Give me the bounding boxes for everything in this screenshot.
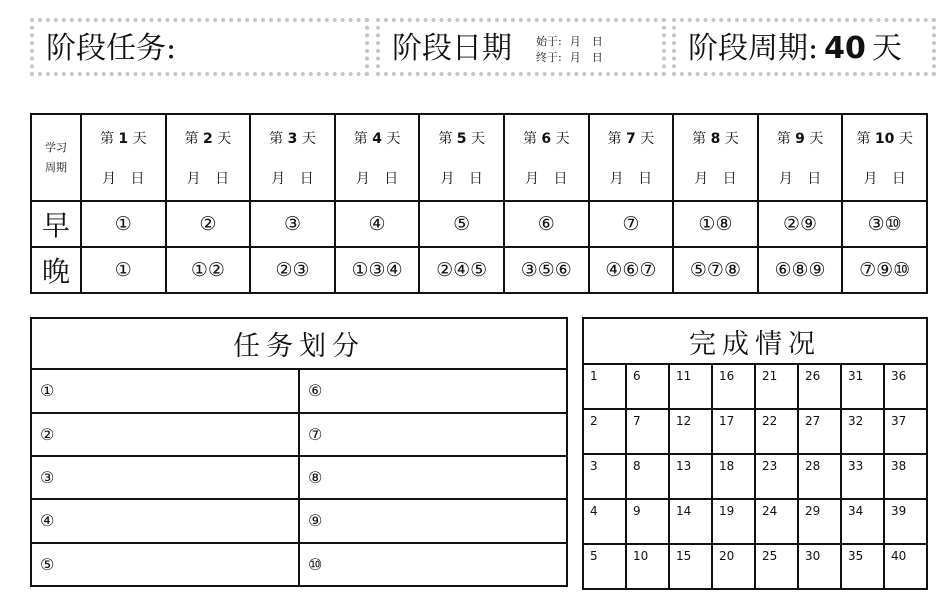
completion-row (583, 409, 927, 454)
completion-day-cell[interactable]: 17 (712, 409, 755, 454)
morning-cell: ④ (335, 201, 420, 247)
completion-day-cell[interactable]: 23 (755, 454, 798, 499)
evening-cell: ②④⑤ (419, 247, 504, 293)
date-range (536, 34, 603, 66)
completion-day-cell[interactable]: 29 (798, 499, 841, 544)
stage-period-box (672, 18, 936, 76)
day-header (419, 114, 504, 201)
completion-day-cell[interactable]: 13 (669, 454, 712, 499)
schedule-header-row (31, 114, 927, 201)
completion-row (583, 499, 927, 544)
completion-day-cell[interactable]: 25 (755, 544, 798, 589)
day-number: 1 (118, 130, 129, 147)
day-suffix: 天 (132, 130, 147, 147)
period-label: 阶段周期: (688, 31, 819, 66)
day-header (504, 114, 589, 201)
completion-day-cell[interactable]: 4 (583, 499, 626, 544)
completion-day-cell[interactable]: 7 (626, 409, 669, 454)
day-number: 2 (203, 130, 213, 147)
morning-label: 早 (31, 201, 81, 247)
task-item[interactable]: ④ (31, 499, 299, 542)
completion-day-cell[interactable]: 38 (884, 454, 927, 499)
day-number: 10 (874, 130, 895, 147)
completion-day-cell[interactable]: 27 (798, 409, 841, 454)
completion-day-cell[interactable]: 20 (712, 544, 755, 589)
completion-row (583, 454, 927, 499)
day-month-day: 月 日 (863, 170, 906, 187)
evening-cell: ① (81, 247, 166, 293)
completion-day-cell[interactable]: 28 (798, 454, 841, 499)
completion-day-cell[interactable]: 14 (669, 499, 712, 544)
completion-day-cell[interactable]: 11 (669, 364, 712, 409)
day-suffix: 天 (555, 130, 570, 147)
task-item[interactable]: ① (31, 369, 299, 412)
completion-day-cell[interactable]: 39 (884, 499, 927, 544)
task-item[interactable]: ② (31, 413, 299, 456)
completion-day-cell[interactable]: 10 (626, 544, 669, 589)
completion-day-cell[interactable]: 2 (583, 409, 626, 454)
day-prefix: 第 (184, 130, 199, 147)
day-label (336, 128, 419, 148)
day-number: 3 (287, 130, 298, 147)
stage-date-box (376, 18, 666, 76)
evening-row (31, 247, 927, 293)
morning-cell: ① (81, 201, 166, 247)
task-row (31, 543, 567, 586)
task-item[interactable]: ⑩ (299, 543, 567, 586)
completion-day-cell[interactable]: 34 (841, 499, 884, 544)
day-prefix: 第 (269, 130, 284, 147)
study-schedule-table (30, 113, 928, 294)
morning-cell: ② (166, 201, 251, 247)
completion-day-cell[interactable]: 12 (669, 409, 712, 454)
day-label (420, 128, 503, 148)
stage-period-label (688, 32, 902, 66)
study-period-corner (31, 114, 81, 201)
day-header (842, 114, 927, 201)
completion-day-cell[interactable]: 21 (755, 364, 798, 409)
corner-top: 学习 (45, 140, 67, 154)
task-item[interactable]: ⑤ (31, 543, 299, 586)
task-row (31, 499, 567, 542)
task-division-title-row (31, 318, 567, 369)
evening-cell: ⑥⑧⑨ (758, 247, 843, 293)
day-month-day: 月 日 (186, 170, 230, 187)
morning-cell: ⑤ (419, 201, 504, 247)
day-prefix: 第 (438, 130, 453, 147)
morning-cell: ③ (250, 201, 335, 247)
end-date-line (536, 50, 603, 66)
completion-row (583, 364, 927, 409)
day-header (758, 114, 843, 201)
day-label (167, 128, 250, 148)
completion-day-cell[interactable]: 9 (626, 499, 669, 544)
day-number: 4 (372, 130, 382, 147)
completion-day-cell[interactable]: 24 (755, 499, 798, 544)
morning-cell: ③⑩ (842, 201, 927, 247)
task-row (31, 369, 567, 412)
day-suffix: 天 (301, 130, 316, 147)
day-month-day: 月 日 (778, 170, 822, 187)
completion-day-cell[interactable]: 36 (884, 364, 927, 409)
day-month-day: 月 日 (609, 170, 653, 187)
start-label: 始于: (536, 35, 562, 48)
completion-day-cell[interactable]: 37 (884, 409, 927, 454)
completion-day-cell[interactable]: 16 (712, 364, 755, 409)
day-header (250, 114, 335, 201)
morning-row (31, 201, 927, 247)
completion-day-cell[interactable]: 3 (583, 454, 626, 499)
evening-cell: ⑤⑦⑧ (673, 247, 758, 293)
period-value: 40 (824, 31, 866, 66)
day-month-day: 月 日 (355, 170, 399, 187)
completion-day-cell[interactable]: 1 (583, 364, 626, 409)
evening-label: 晚 (31, 247, 81, 293)
task-item[interactable]: ⑧ (299, 456, 567, 499)
evening-cell: ⑦⑨⑩ (842, 247, 927, 293)
completion-day-cell[interactable]: 40 (884, 544, 927, 589)
day-header (166, 114, 251, 201)
completion-day-cell[interactable]: 18 (712, 454, 755, 499)
day-label (82, 128, 165, 148)
start-month-day: 月 日 (569, 35, 603, 48)
day-label (251, 128, 334, 148)
stage-date-label: 阶段日期 (392, 31, 512, 66)
completion-day-cell[interactable]: 15 (669, 544, 712, 589)
day-month-day: 月 日 (694, 170, 737, 187)
evening-cell: ②③ (250, 247, 335, 293)
day-number: 6 (541, 130, 552, 147)
day-month-day: 月 日 (102, 170, 145, 187)
completion-day-cell[interactable]: 26 (798, 364, 841, 409)
completion-day-cell[interactable]: 6 (626, 364, 669, 409)
completion-day-cell[interactable]: 33 (841, 454, 884, 499)
stage-task-box (30, 18, 369, 76)
day-suffix: 天 (724, 130, 739, 147)
evening-cell: ①③④ (335, 247, 420, 293)
day-suffix: 天 (471, 130, 485, 147)
completion-day-cell[interactable]: 32 (841, 409, 884, 454)
completion-day-cell[interactable]: 8 (626, 454, 669, 499)
task-item[interactable]: ⑨ (299, 499, 567, 542)
corner-bottom: 周期 (45, 160, 67, 174)
day-suffix: 天 (809, 130, 824, 147)
day-label (505, 128, 588, 148)
task-item[interactable]: ⑥ (299, 369, 567, 412)
day-month-day: 月 日 (525, 170, 568, 187)
day-label (843, 128, 926, 148)
morning-cell: ⑥ (504, 201, 589, 247)
day-number: 5 (456, 130, 467, 147)
day-month-day: 月 日 (440, 170, 483, 187)
completion-day-cell[interactable]: 30 (798, 544, 841, 589)
day-month-day: 月 日 (271, 170, 314, 187)
completion-title-row (583, 318, 927, 364)
completion-row (583, 544, 927, 589)
stage-task-label: 阶段任务: (46, 31, 177, 66)
day-prefix: 第 (99, 130, 114, 147)
day-prefix: 第 (776, 130, 791, 147)
end-label: 终于: (536, 51, 562, 64)
morning-cell: ⑦ (589, 201, 674, 247)
completion-day-cell[interactable]: 19 (712, 499, 755, 544)
day-header (81, 114, 166, 201)
completion-day-cell[interactable]: 35 (841, 544, 884, 589)
day-prefix: 第 (607, 130, 622, 147)
day-suffix: 天 (386, 130, 401, 147)
evening-cell: ③⑤⑥ (504, 247, 589, 293)
day-label (674, 128, 757, 148)
day-suffix: 天 (217, 130, 232, 147)
completion-title: 完成情况 (583, 318, 927, 364)
day-prefix: 第 (353, 130, 368, 147)
morning-cell: ①⑧ (673, 201, 758, 247)
completion-day-cell[interactable]: 31 (841, 364, 884, 409)
day-header (673, 114, 758, 201)
task-row (31, 413, 567, 456)
day-suffix: 天 (898, 130, 913, 147)
end-month-day: 月 日 (569, 51, 603, 64)
day-number: 7 (625, 130, 636, 147)
day-label (759, 128, 842, 148)
day-suffix: 天 (640, 130, 655, 147)
evening-cell: ①② (166, 247, 251, 293)
morning-cell: ②⑨ (758, 201, 843, 247)
task-division-table (30, 317, 568, 587)
period-unit: 天 (871, 31, 902, 66)
completion-day-cell[interactable]: 22 (755, 409, 798, 454)
day-header (589, 114, 674, 201)
start-date-line (536, 34, 603, 50)
task-item[interactable]: ③ (31, 456, 299, 499)
day-label (590, 128, 673, 148)
day-number: 9 (795, 130, 805, 147)
task-row (31, 456, 567, 499)
evening-cell: ④⑥⑦ (589, 247, 674, 293)
day-header (335, 114, 420, 201)
day-prefix: 第 (856, 130, 871, 147)
day-number: 8 (710, 130, 721, 147)
task-division-title: 任务划分 (31, 318, 567, 369)
completion-day-cell[interactable]: 5 (583, 544, 626, 589)
completion-table (582, 317, 928, 590)
day-prefix: 第 (692, 130, 707, 147)
task-item[interactable]: ⑦ (299, 413, 567, 456)
day-prefix: 第 (522, 130, 537, 147)
